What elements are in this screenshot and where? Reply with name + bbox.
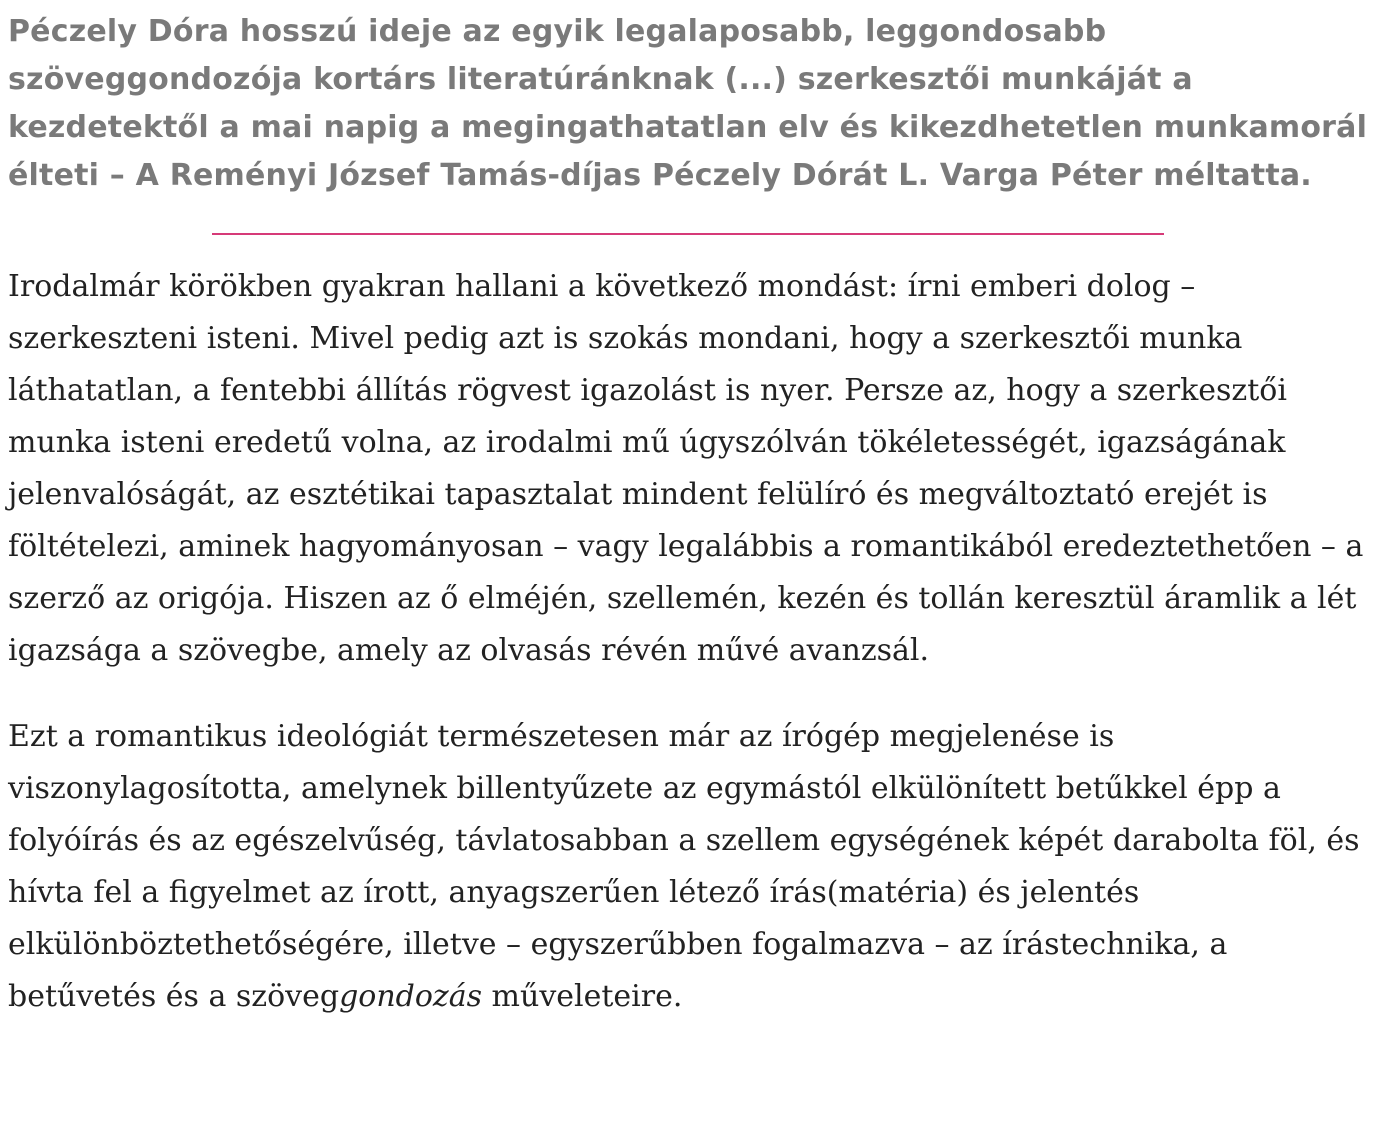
body-paragraph-1: Irodalmár körökben gyakran hallani a következő mondást: írni emberi dolog – szerkeszteni isteni. Mivel pedig azt is szokás mondani, hogy a szerkesztői munka láthatatlan, a fentebbi állítás rögvest igazolást is nyer. Persze az, hogy a szerkesztői munka isteni eredetű volna, az irodalmi mű úgyszólván tökéletességét, igazságának jelenvalóságát, az esztétikai tapasztalat mindent felülíró és megváltoztató erejét is föltételezi, aminek hagyományosan – vagy legalábbis a romantikából eredeztethetően – a szerző az origója. Hiszen az ő elméjén, szellemén, kezén és tollán keresztül áramlik a lét igazsága a szövegbe, amely az olvasás révén művé avanzsál. xyxy=(8,269,1364,668)
body-paragraph-2-end: műveleteire. xyxy=(482,979,683,1014)
article-lead: Péczely Dóra hosszú ideje az egyik legalaposabb, leggondosabb szöveggondozója kortárs literatúránknak (...) szerkesztői munkáját a kezdetektől a mai napig a megingathatatlan elv és kikezdhetetlen munkamorál élteti – A Reményi József Tamás-díjas Péczely Dórát L. Varga Péter méltatta. xyxy=(8,14,1368,193)
body-paragraph-2 xyxy=(8,711,1370,1023)
body-paragraph-2-start: Ezt a romantikus ideológiát természetesen már az írógép megjelenése is viszonylagosította, amelynek billentyűzete az egymástól elkülönített betűkkel épp a folyóírás és az egészelvűség, távlatosabban a szellem egységének képét darabolta föl, és hívta fel a figyelmet az írott, anyagszerűen létező írás(matéria) és jelentés elkülönböztethetőségére, illetve – egyszerűbben fogalmazva – az írástechnika, a betűvetés és a szöveg xyxy=(8,719,1360,1014)
lead-divider xyxy=(212,233,1164,235)
article xyxy=(8,8,1370,1023)
body-paragraph-2-emphasis: gondozás xyxy=(339,979,483,1014)
